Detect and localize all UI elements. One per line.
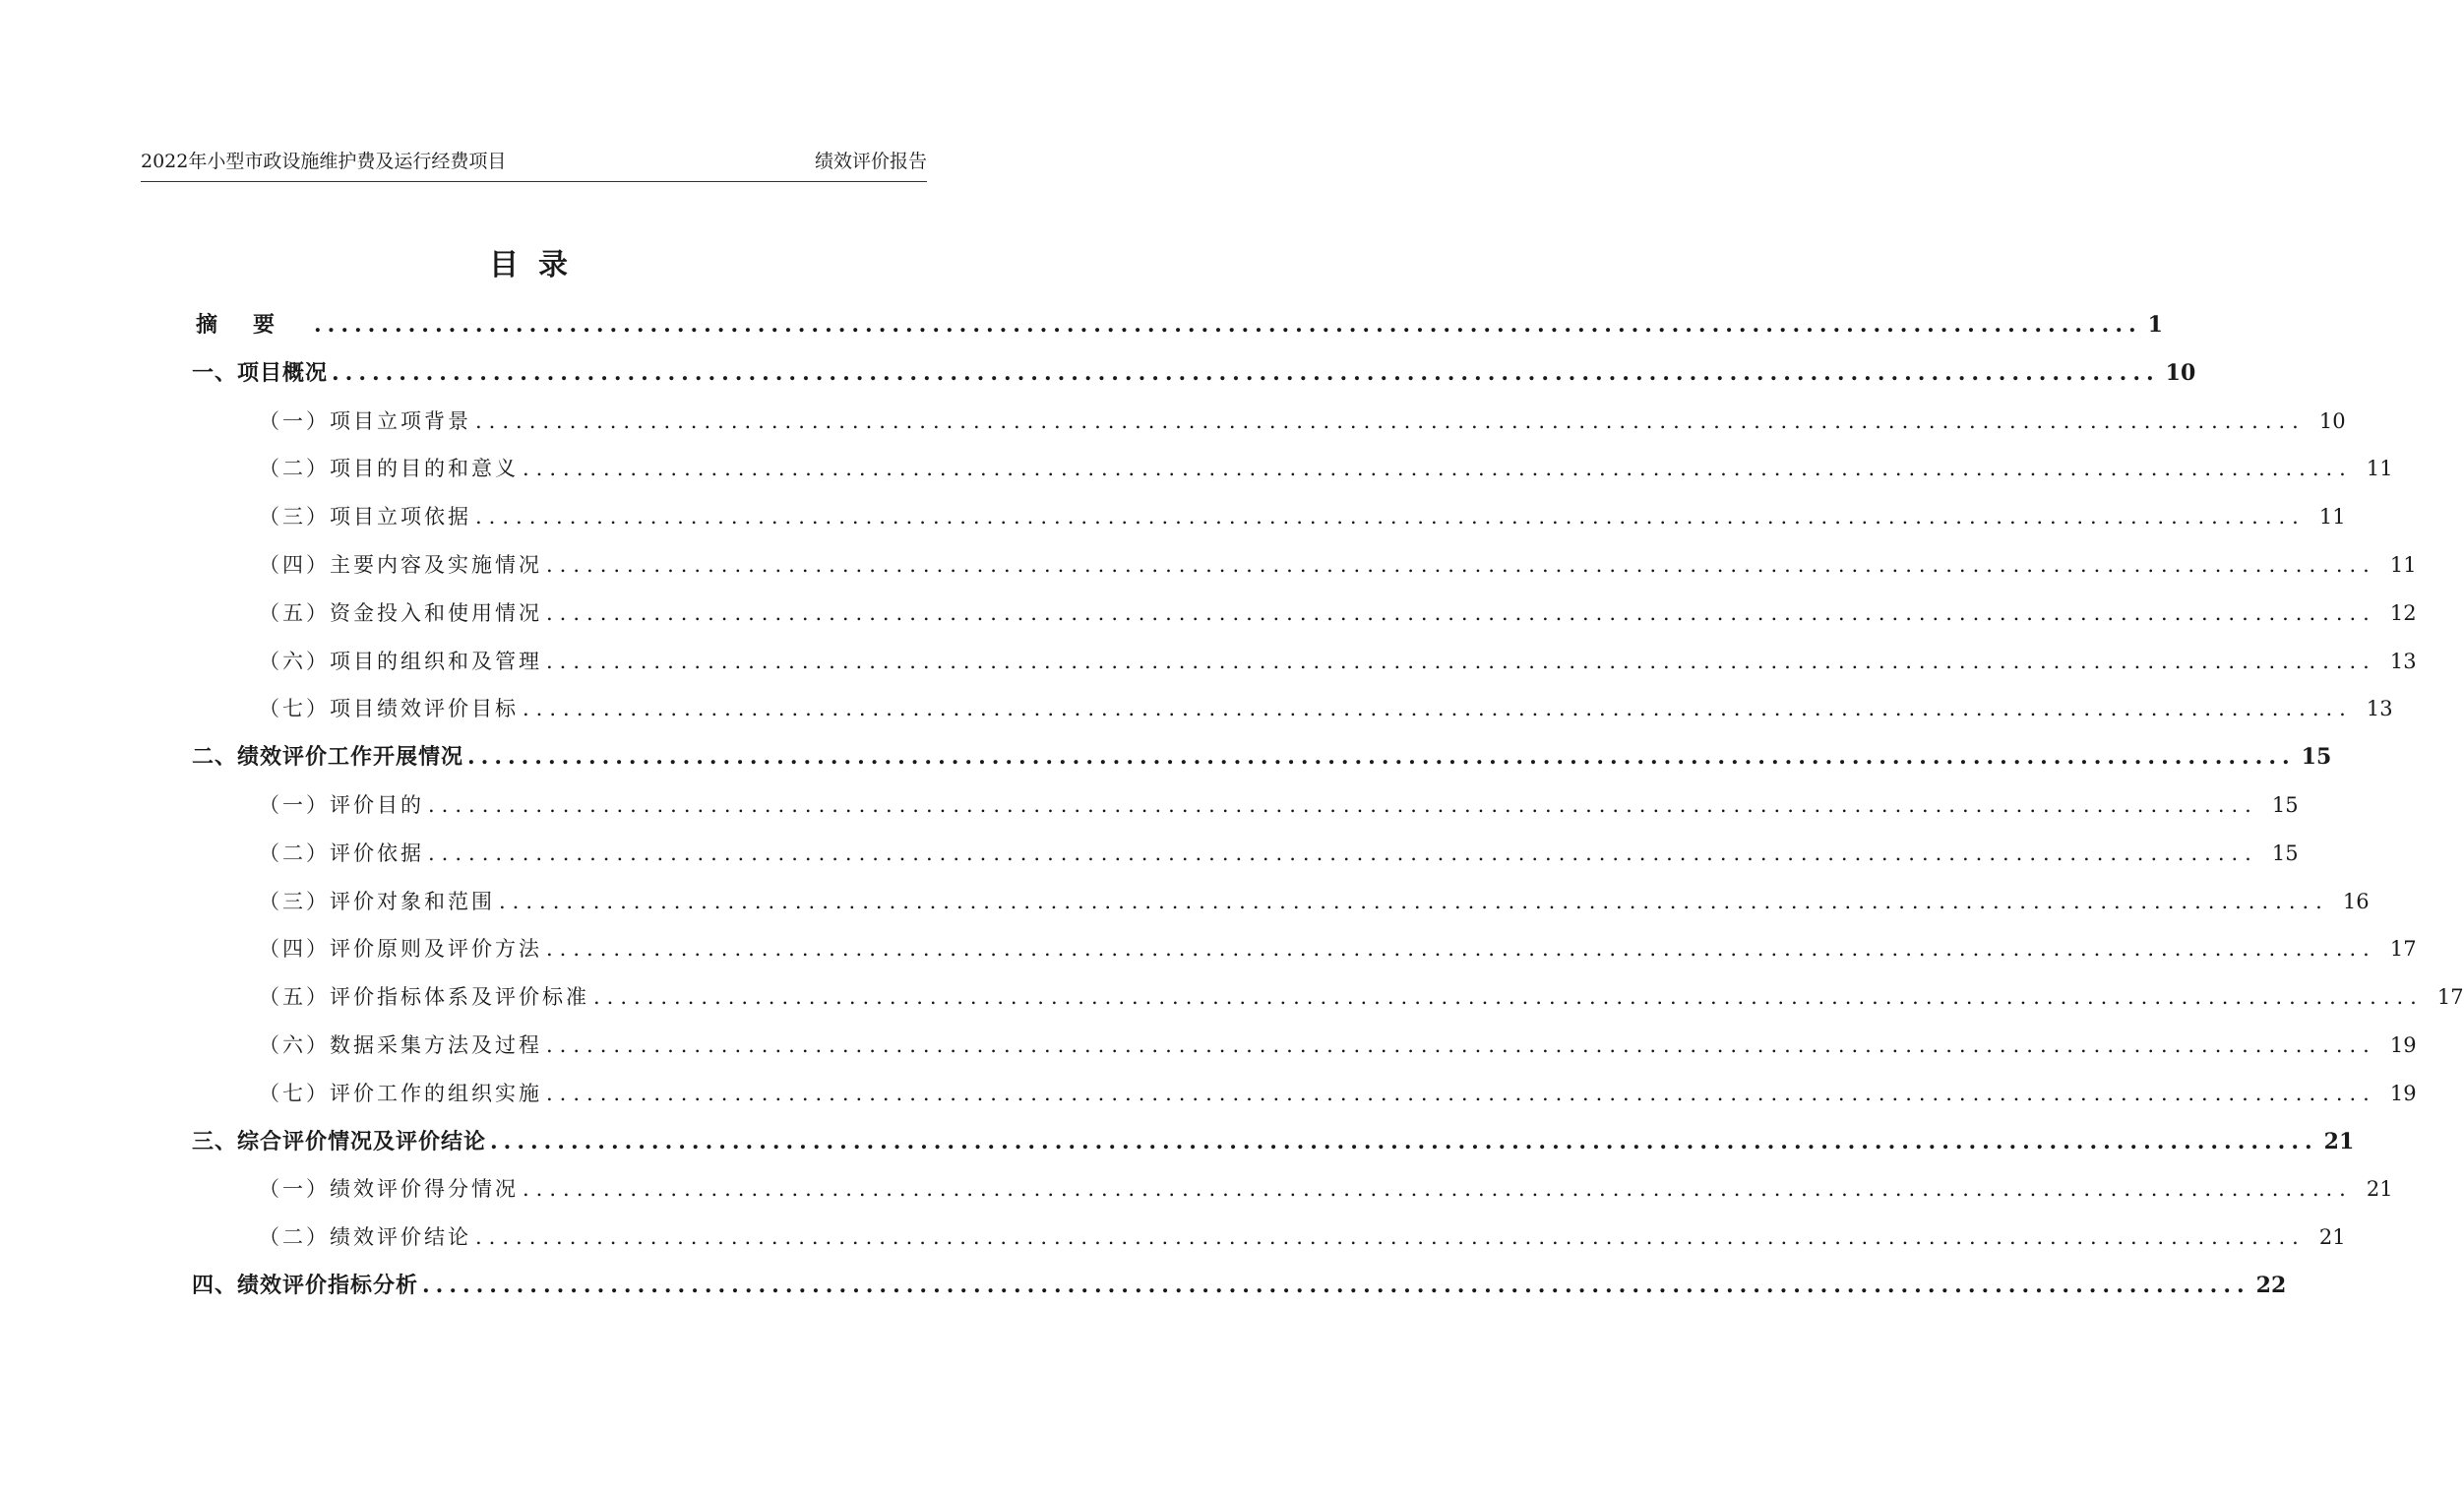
toc-entry-page: 21 bbox=[2318, 1225, 2346, 1250]
toc-entry-page: 11 bbox=[2318, 505, 2346, 530]
toc-entry-page: 15 bbox=[2271, 792, 2299, 817]
toc-entry-label: （六）项目的组织和及管理 bbox=[259, 649, 542, 673]
toc-entry-page: 17 bbox=[2389, 937, 2417, 962]
toc-entry-page: 1 bbox=[2147, 312, 2163, 338]
toc-leader-dots: ........................................................................................................................................ bbox=[499, 889, 2329, 913]
toc-leader-dots: ........................................................................................................................................ bbox=[490, 1128, 2318, 1154]
toc-entry-label: （二）评价依据 bbox=[259, 841, 424, 865]
toc-entry-label: （二）绩效评价结论 bbox=[259, 1225, 471, 1250]
toc-entry-page: 11 bbox=[2366, 457, 2393, 481]
toc-entry-subsection[interactable] bbox=[192, 638, 2417, 686]
toc-entry-label: （一）绩效评价得分情况 bbox=[259, 1177, 519, 1202]
toc-entry-subsection[interactable] bbox=[192, 1070, 2417, 1118]
toc-entry-abstract[interactable] bbox=[192, 301, 2163, 349]
toc-entry-subsection[interactable] bbox=[192, 445, 2393, 493]
toc-entry-page: 13 bbox=[2366, 697, 2393, 721]
toc-entry-page: 16 bbox=[2342, 889, 2370, 913]
table-of-contents bbox=[192, 301, 2464, 1310]
toc-entry-page: 19 bbox=[2389, 1032, 2417, 1057]
toc-leader-dots: ........................................................................................................................................ bbox=[428, 841, 2258, 865]
toc-entry-subsection[interactable] bbox=[192, 1165, 2393, 1214]
toc-leader-dots: ........................................................................................................................................ bbox=[428, 792, 2258, 817]
toc-entry-label: （三）评价对象和范围 bbox=[259, 889, 495, 913]
toc-entry-label: （五）评价指标体系及评价标准 bbox=[259, 985, 589, 1010]
toc-entry-subsection[interactable] bbox=[192, 398, 2346, 446]
toc-entry-label: （七）项目绩效评价目标 bbox=[259, 697, 519, 721]
toc-entry-label: 一、项目概况 bbox=[192, 359, 329, 386]
toc-entry-label: 四、绩效评价指标分析 bbox=[192, 1272, 419, 1298]
toc-entry-page: 13 bbox=[2389, 649, 2417, 673]
toc-entry-section-4[interactable] bbox=[192, 1262, 2287, 1310]
toc-entry-label: （二）项目的目的和意义 bbox=[259, 457, 519, 481]
toc-entry-subsection[interactable] bbox=[192, 973, 2464, 1022]
toc-leader-dots: ........................................................................................................................................ bbox=[314, 312, 2142, 338]
toc-leader-dots: ........................................................................................................................................ bbox=[422, 1272, 2250, 1298]
page-header bbox=[141, 148, 927, 182]
toc-leader-dots: ........................................................................................................................................ bbox=[593, 985, 2424, 1010]
toc-entry-page: 15 bbox=[2271, 841, 2299, 865]
toc-entry-label: （七）评价工作的组织实施 bbox=[259, 1081, 542, 1105]
toc-entry-subsection[interactable] bbox=[192, 685, 2393, 733]
toc-entry-page: 12 bbox=[2389, 600, 2417, 625]
toc-leader-dots: ........................................................................................................................................ bbox=[475, 1225, 2306, 1250]
toc-entry-label: （四）评价原则及评价方法 bbox=[259, 937, 542, 962]
toc-entry-page: 19 bbox=[2389, 1081, 2417, 1105]
toc-entry-page: 11 bbox=[2389, 552, 2417, 577]
toc-leader-dots: ........................................................................................................................................ bbox=[332, 359, 2160, 386]
toc-entry-label: （五）资金投入和使用情况 bbox=[259, 600, 542, 625]
toc-entry-label: 二、绩效评价工作开展情况 bbox=[192, 744, 464, 771]
toc-leader-dots: ........................................................................................................................................ bbox=[546, 937, 2376, 962]
toc-leader-dots: ........................................................................................................................................ bbox=[475, 408, 2306, 433]
toc-entry-label: 三、综合评价情况及评价结论 bbox=[192, 1128, 487, 1154]
toc-leader-dots: ........................................................................................................................................ bbox=[546, 600, 2376, 625]
toc-entry-subsection[interactable] bbox=[192, 781, 2299, 830]
toc-entry-section-2[interactable] bbox=[192, 733, 2332, 781]
toc-entry-page: 17 bbox=[2436, 985, 2464, 1010]
toc-entry-page: 10 bbox=[2318, 408, 2346, 433]
toc-entry-label: （一）项目立项背景 bbox=[259, 408, 471, 433]
toc-entry-label: （一）评价目的 bbox=[259, 792, 424, 817]
toc-entry-subsection[interactable] bbox=[192, 1214, 2346, 1262]
toc-leader-dots: ........................................................................................................................................ bbox=[546, 1032, 2376, 1057]
header-project-title: 2022年小型市政设施维护费及运行经费项目 bbox=[141, 151, 507, 172]
toc-entry-section-1[interactable] bbox=[192, 349, 2196, 398]
toc-leader-dots: ........................................................................................................................................ bbox=[475, 505, 2306, 530]
toc-entry-page: 21 bbox=[2366, 1177, 2393, 1202]
toc-leader-dots: ........................................................................................................................................ bbox=[546, 552, 2376, 577]
toc-entry-page: 22 bbox=[2255, 1272, 2287, 1298]
toc-entry-page: 21 bbox=[2323, 1128, 2355, 1154]
toc-leader-dots: ........................................................................................................................................ bbox=[546, 649, 2376, 673]
toc-entry-subsection[interactable] bbox=[192, 878, 2370, 926]
toc-entry-subsection[interactable] bbox=[192, 590, 2417, 638]
toc-leader-dots: ........................................................................................................................................ bbox=[523, 697, 2353, 721]
toc-entry-subsection[interactable] bbox=[192, 493, 2346, 541]
toc-entry-page: 15 bbox=[2301, 744, 2332, 771]
toc-entry-label: （三）项目立项依据 bbox=[259, 505, 471, 530]
toc-leader-dots: ........................................................................................................................................ bbox=[523, 1177, 2353, 1202]
toc-entry-subsection[interactable] bbox=[192, 541, 2417, 590]
toc-entry-page: 10 bbox=[2165, 359, 2196, 386]
toc-leader-dots: ........................................................................................................................................ bbox=[467, 744, 2296, 771]
toc-entry-section-3[interactable] bbox=[192, 1118, 2355, 1166]
toc-entry-subsection[interactable] bbox=[192, 1022, 2417, 1070]
toc-leader-dots: ........................................................................................................................................ bbox=[523, 457, 2353, 481]
toc-entry-subsection[interactable] bbox=[192, 830, 2299, 878]
toc-entry-label: （六）数据采集方法及过程 bbox=[259, 1032, 542, 1057]
toc-leader-dots: ........................................................................................................................................ bbox=[546, 1081, 2376, 1105]
toc-entry-label: （四）主要内容及实施情况 bbox=[259, 552, 542, 577]
header-report-type: 绩效评价报告 bbox=[814, 151, 927, 172]
toc-entry-label: 摘要 bbox=[196, 312, 311, 338]
toc-entry-subsection[interactable] bbox=[192, 925, 2417, 973]
toc-title: 目录 bbox=[489, 248, 587, 282]
